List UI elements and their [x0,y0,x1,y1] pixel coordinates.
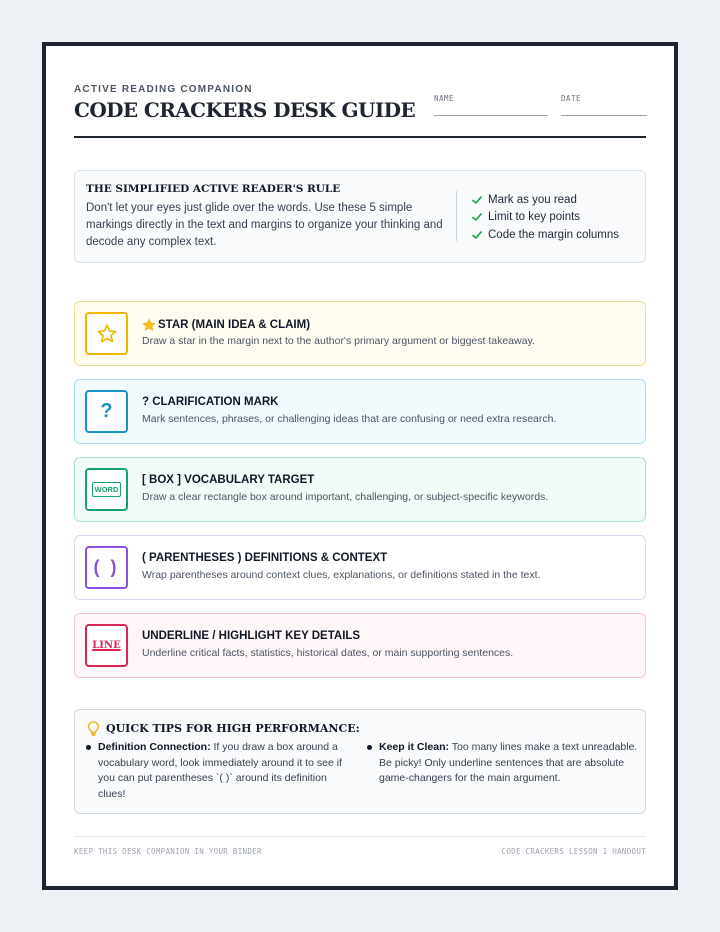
rule-title: THE SIMPLIFIED ACTIVE READER'S RULE [86,183,341,195]
checklist-label: Limit to key points [488,211,581,224]
page-title: CODE CRACKERS DESK GUIDE [74,98,415,122]
parentheses-icon: ( ) [93,557,120,577]
line-badge [85,624,128,667]
name-field[interactable] [434,88,548,116]
underline-card [74,613,646,678]
question-mark-icon: ? [100,400,113,422]
card-description: Mark sentences, phrases, or challenging ideas that are confusing or need extra research. [142,413,557,425]
question-badge [85,390,128,433]
checklist-item [471,191,619,209]
lightbulb-icon [87,721,100,736]
word-box-icon: WORD [92,482,122,497]
date-label: DATE [561,94,582,103]
card-title: [ BOX ] VOCABULARY TARGET [142,474,315,486]
checklist [471,191,619,244]
star-card [74,301,646,366]
page-footer [74,836,646,856]
word-badge [85,468,128,511]
bullet-icon [367,745,372,750]
bullet-icon [86,745,91,750]
tip-item [379,740,639,787]
card-description: Underline critical facts, statistics, historical dates, or main supporting sentences. [142,647,514,659]
footer-right-text: CODE CRACKERS LESSON 1 HANDOUT [501,847,646,856]
card-title: STAR (MAIN IDEA & CLAIM) [142,318,310,332]
star-badge [85,312,128,355]
tip-label: Definition Connection: [98,741,211,753]
tip-label: Keep it Clean: [379,741,450,753]
vocabulary-card [74,457,646,522]
handout-page [42,42,678,890]
card-title: ? CLARIFICATION MARK [142,396,279,408]
checklist-item [471,209,619,227]
page-header [74,82,646,138]
tip-text: Too many lines make a text unreadable. Be picky! Only underline sentences that are absolute game-changers for the main argument. [379,741,638,785]
quick-tips-box [74,709,646,814]
definitions-card [74,535,646,600]
rule-text: Don't let your eyes just glide over the words. Use these 5 simple markings directly in the text and margins to organize your thinking and decode any complex text. [86,202,443,248]
tip-text: If you draw a box around a vocabulary word, look immediately around it to see if you can put parentheses `( )` around its definition clues! [98,741,342,800]
checklist-item [471,226,619,244]
card-description: Draw a clear rectangle box around important, challenging, or subject-specific keywords. [142,491,549,503]
star-icon [96,323,118,345]
checklist-label: Mark as you read [488,193,577,206]
star-emoji-icon [142,318,156,332]
card-title: ( PARENTHESES ) DEFINITIONS & CONTEXT [142,552,388,564]
eyebrow-label: ACTIVE READING COMPANION [74,84,253,95]
rule-box [74,170,646,263]
footer-left-text: KEEP THIS DESK COMPANION IN YOUR BINDER [74,847,262,856]
card-description: Wrap parentheses around context clues, explanations, or definitions stated in the text. [142,569,541,581]
rule-divider [456,191,457,241]
clarification-card [74,379,646,444]
tip-item [98,740,348,802]
parentheses-badge [85,546,128,589]
checklist-label: Code the margin columns [488,228,620,241]
underline-icon: LINE [92,640,121,651]
name-label: NAME [434,94,455,103]
checkmark-icon [471,229,483,241]
checkmark-icon [471,194,483,206]
date-field[interactable] [561,88,647,116]
tips-title: QUICK TIPS FOR HIGH PERFORMANCE: [87,721,360,736]
checkmark-icon [471,211,483,223]
card-title: UNDERLINE / HIGHLIGHT KEY DETAILS [142,630,361,642]
card-description: Draw a star in the margin next to the author's primary argument or biggest takeaway. [142,335,535,347]
